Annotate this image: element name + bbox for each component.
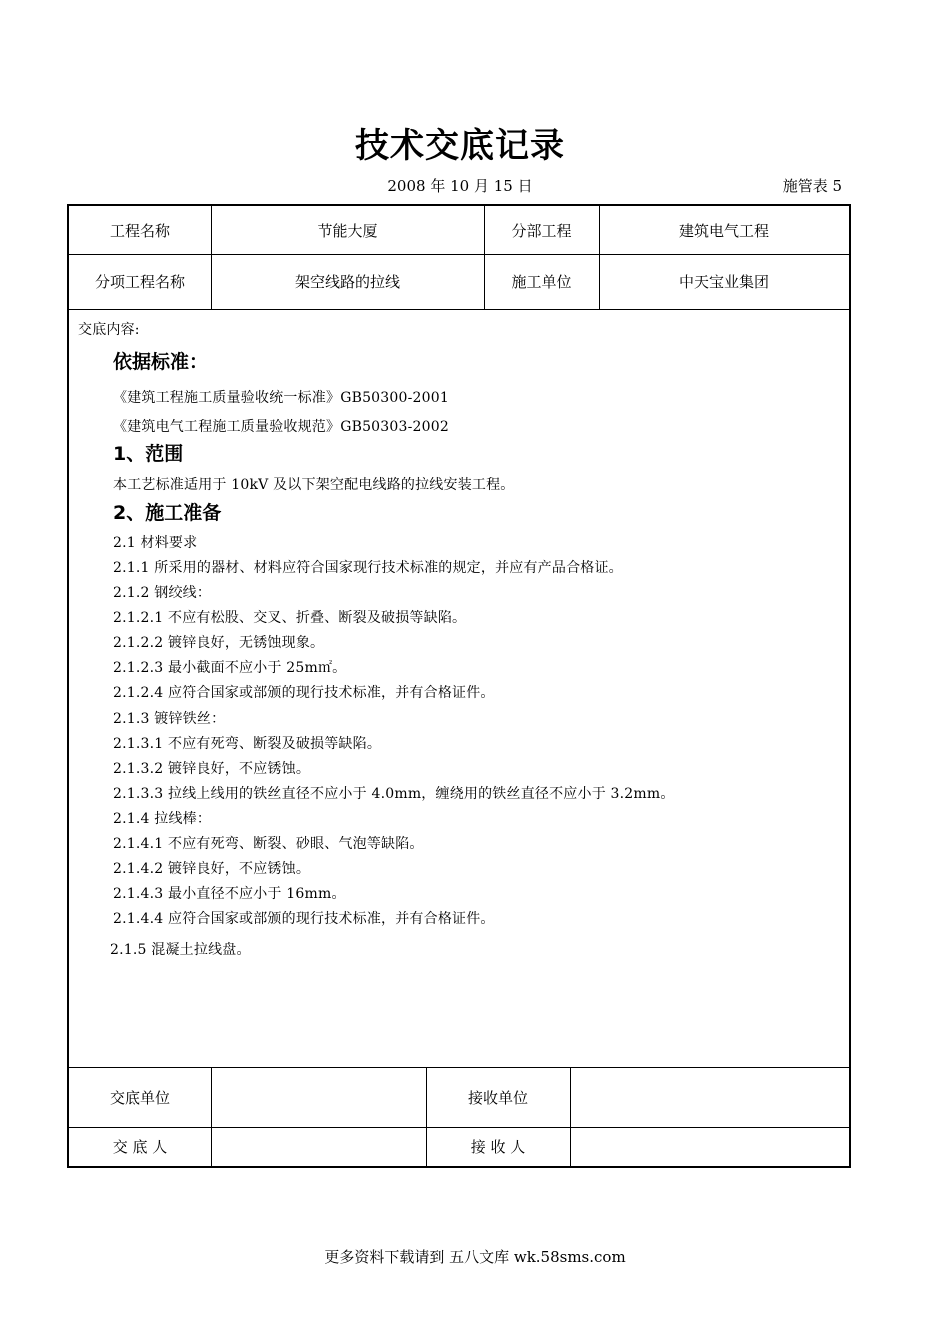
footer-link-text: 更多资料下载请到 五八文库 wk.58sms.com [324, 1248, 626, 1266]
list-item: 2.1.4 拉线棒： [113, 811, 212, 827]
issuer-unit-label: 交底单位 [109, 1088, 170, 1107]
project-name-value: 节能大厦 [317, 221, 378, 240]
list-item: 2.1.4.1 不应有死弯、断裂、砂眼、气泡等缺陷。 [113, 836, 424, 852]
list-item: 2.1.3.2 镀锌良好，不应锈蚀。 [113, 761, 311, 777]
list-item: 2.1.3.3 拉线上线用的铁丝直径不应小于 4.0mm，缠绕用的铁丝直径不应小于 3.2mm。 [113, 786, 675, 802]
form-number: 施管表 5 [782, 177, 842, 195]
issuer-unit-value[interactable] [211, 1067, 426, 1127]
list-item: 2.1.2.3 最小截面不应小于 25m㎡。 [113, 660, 347, 676]
list-item: 2.1.2.4 应符合国家或部颁的现行技术标准，并有合格证件。 [113, 685, 495, 701]
list-item: 2.1.1 所采用的器材、材料应符合国家现行技术标准的规定，并应有产品合格证。 [113, 560, 623, 576]
scope-text: 本工艺标准适用于 10kV 及以下架空配电线路的拉线安装工程。 [113, 477, 515, 493]
basis-heading: 依据标准： [113, 351, 209, 373]
standard-item: 《建筑电气工程施工质量验收规范》GB50303-2002 [113, 419, 449, 435]
prep-heading: 2、施工准备 [113, 502, 222, 524]
list-item: 2.1.3.1 不应有死弯、断裂及破损等缺陷。 [113, 736, 382, 752]
row-divider [69, 309, 849, 310]
receiver-person-value[interactable] [570, 1127, 849, 1166]
record-table [67, 204, 851, 1168]
record-date: 2008 年 10 月 15 日 [387, 177, 533, 195]
content-label: 交底内容: [78, 322, 140, 338]
list-item: 2.1 材料要求 [113, 535, 198, 551]
standard-item: 《建筑工程施工质量验收统一标准》GB50300-2001 [113, 390, 449, 406]
division-label: 分部工程 [511, 221, 572, 240]
receiver-unit-label: 接收单位 [467, 1088, 528, 1107]
contractor-label: 施工单位 [511, 273, 572, 291]
receiver-unit-value[interactable] [570, 1067, 849, 1127]
division-value: 建筑电气工程 [678, 221, 769, 240]
project-name-label: 工程名称 [109, 221, 170, 240]
subitem-value: 架空线路的拉线 [294, 273, 400, 291]
contractor-value: 中天宝业集团 [678, 273, 769, 291]
list-item: 2.1.3 镀锌铁丝： [113, 711, 226, 727]
list-item: 2.1.4.3 最小直径不应小于 16mm。 [113, 886, 346, 902]
subitem-label: 分项工程名称 [94, 273, 185, 291]
list-item: 2.1.2.1 不应有松股、交叉、折叠、断裂及破损等缺陷。 [113, 610, 467, 626]
list-item: 2.1.2.2 镀锌良好，无锈蚀现象。 [113, 635, 325, 651]
scope-heading: 1、范围 [113, 443, 184, 465]
list-item: 2.1.4.2 镀锌良好，不应锈蚀。 [113, 861, 311, 877]
receiver-person-label: 接 收 人 [470, 1138, 526, 1156]
issuer-person-label: 交 底 人 [112, 1138, 168, 1156]
issuer-person-value[interactable] [211, 1127, 426, 1166]
list-item: 2.1.4.4 应符合国家或部颁的现行技术标准，并有合格证件。 [113, 911, 495, 927]
page-title: 技术交底记录 [355, 126, 565, 166]
list-item: 2.1.2 钢绞线： [113, 585, 212, 601]
list-item: 2.1.5 混凝土拉线盘。 [110, 942, 251, 958]
